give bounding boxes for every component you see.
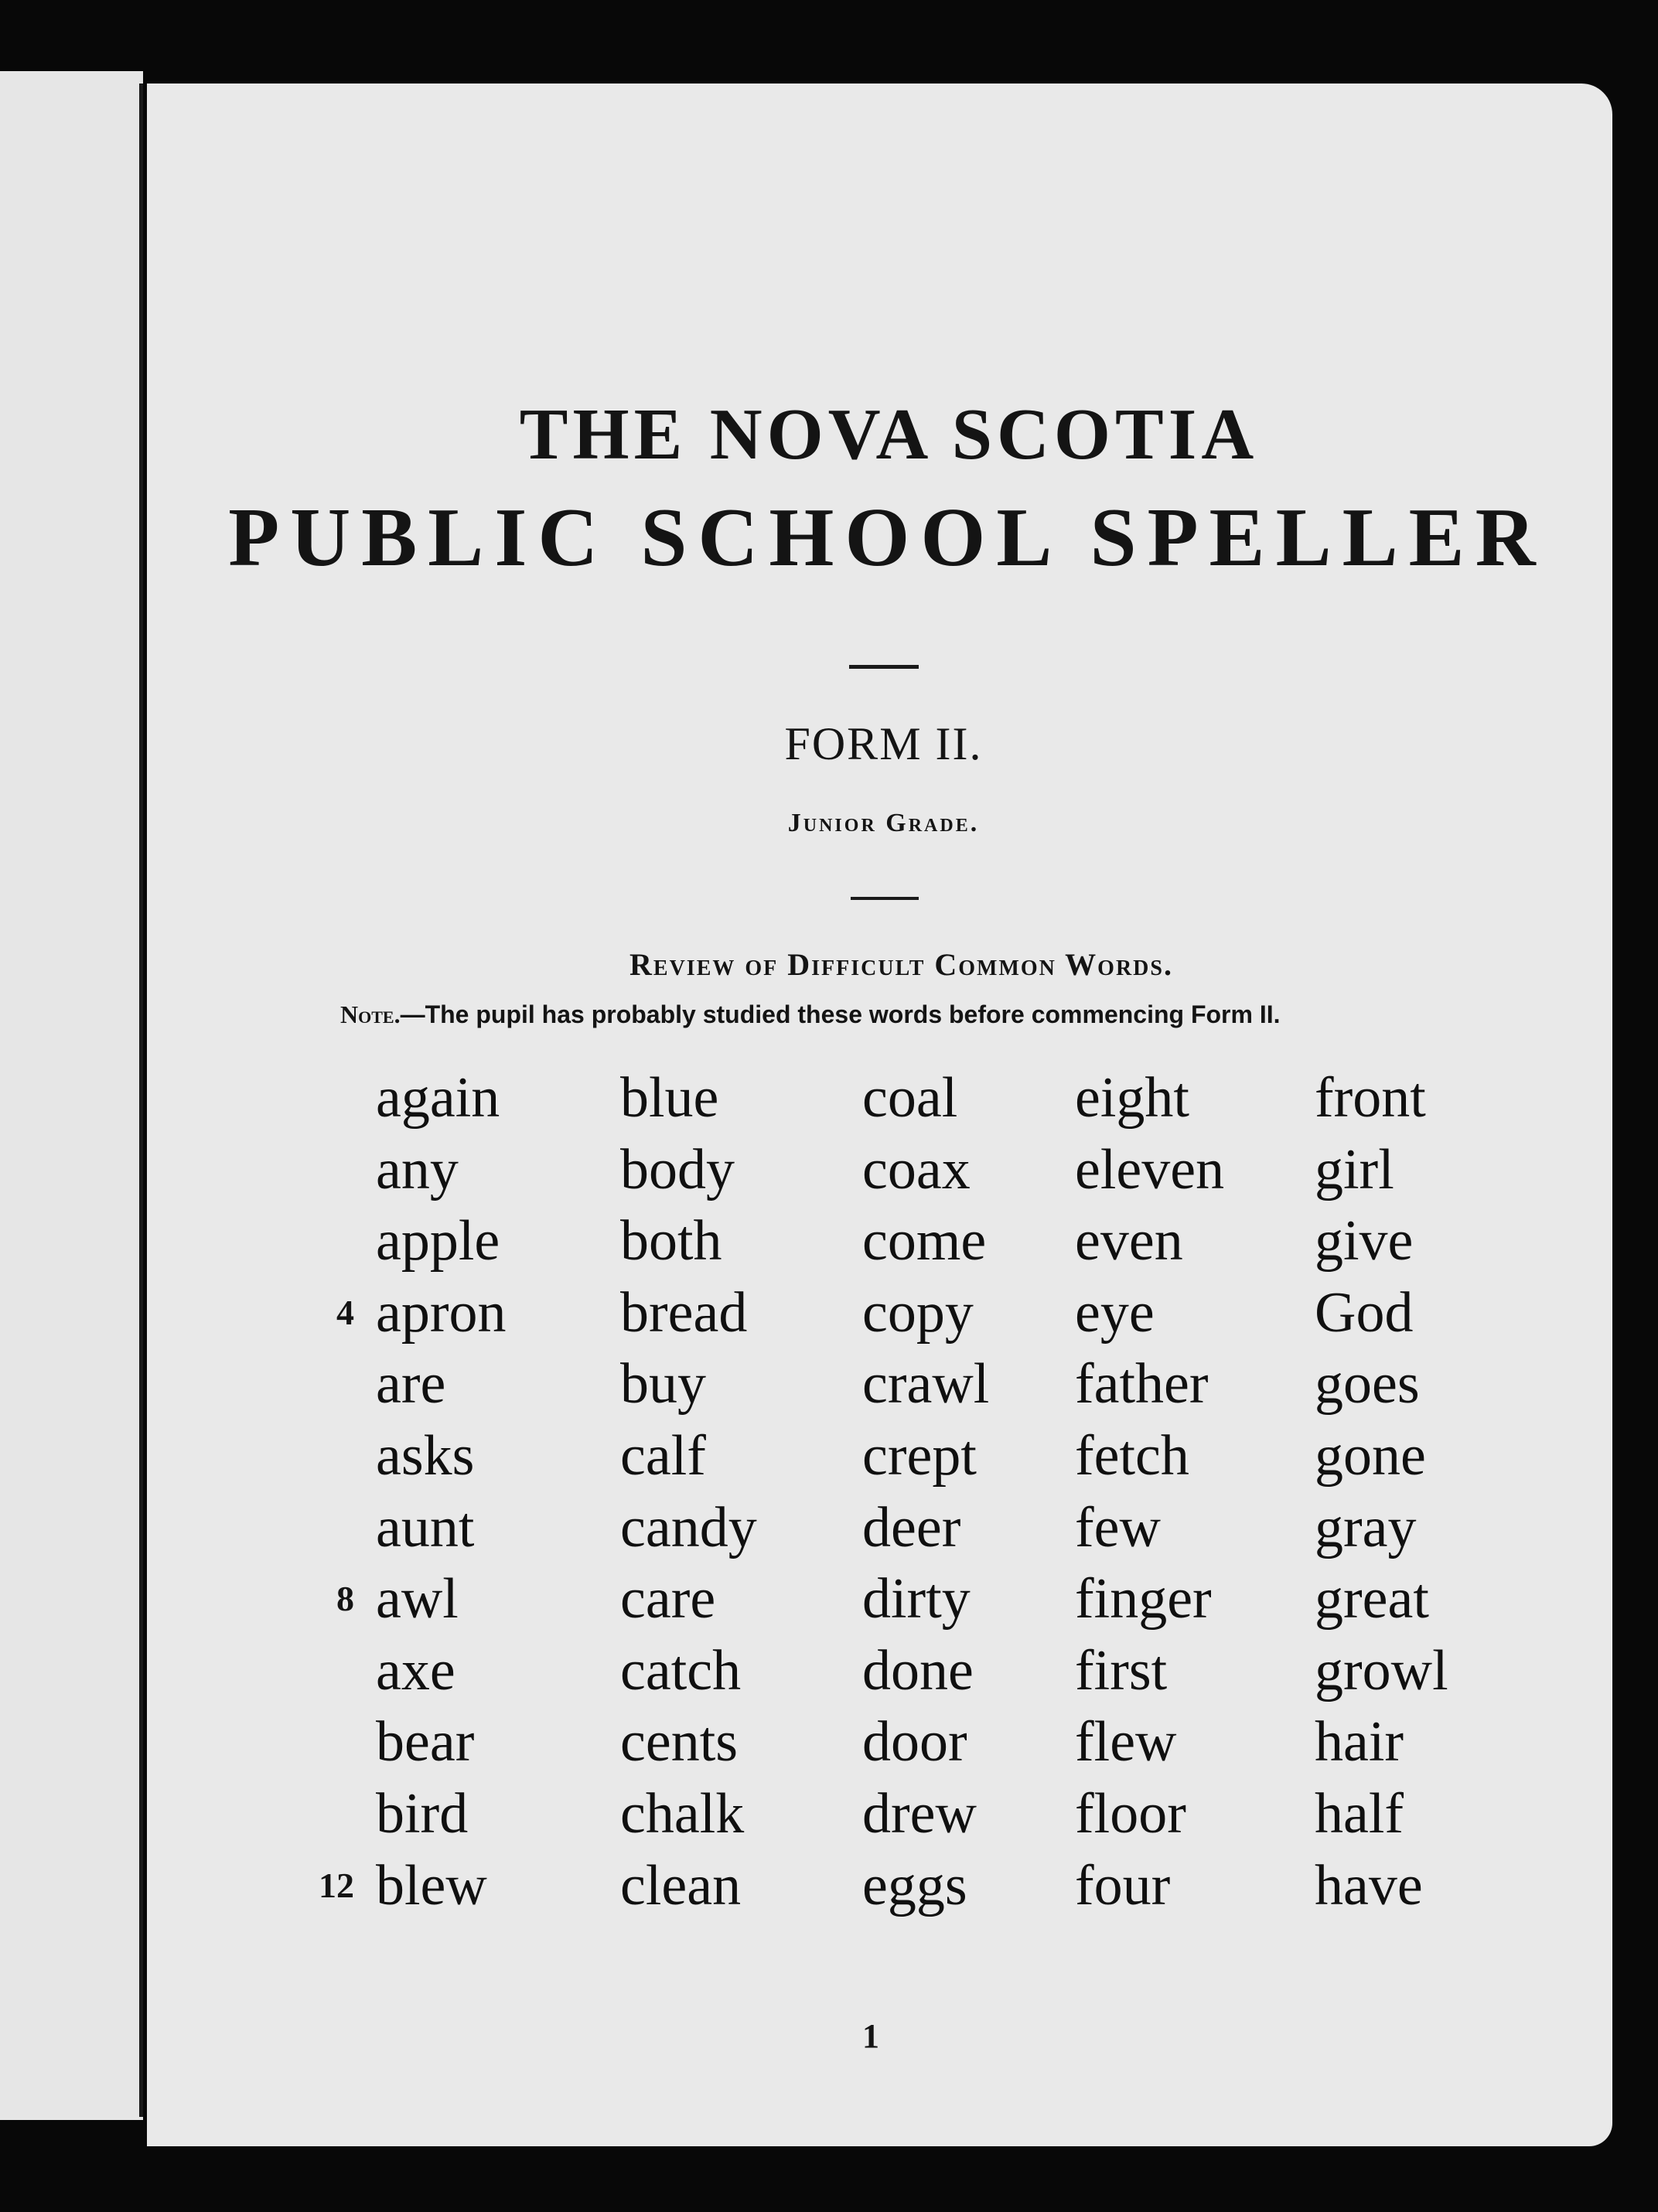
spelling-word: coal — [862, 1066, 958, 1130]
spelling-word: give — [1315, 1209, 1414, 1273]
spelling-word: coax — [862, 1137, 971, 1201]
spelling-word: deer — [862, 1495, 961, 1559]
spelling-word: are — [376, 1352, 446, 1416]
note-text: —The pupil has probably studied these words before commencing Form II. — [400, 1000, 1281, 1028]
spelling-word: both — [620, 1209, 722, 1273]
title-divider — [849, 665, 919, 669]
spelling-word: calf — [620, 1423, 706, 1488]
spelling-word: great — [1315, 1567, 1429, 1631]
spelling-word: front — [1315, 1066, 1426, 1130]
spelling-word: first — [1075, 1638, 1168, 1702]
spelling-word: eight — [1075, 1066, 1189, 1130]
spelling-word: girl — [1315, 1137, 1394, 1201]
title-line-1: THE NOVA SCOTIA — [519, 394, 1259, 475]
spelling-word: have — [1315, 1853, 1423, 1917]
section-divider — [851, 897, 919, 900]
spelling-word: drew — [862, 1781, 977, 1846]
line-number: 12 — [319, 1865, 354, 1905]
word-column-4 — [1075, 1062, 1224, 1921]
spelling-word: blew — [376, 1853, 487, 1917]
spelling-word: goes — [1315, 1352, 1420, 1416]
spelling-word: apple — [376, 1209, 500, 1273]
grade-subheading: Junior Grade. — [787, 809, 980, 837]
spelling-word: eye — [1075, 1280, 1155, 1345]
spelling-word: bear — [376, 1710, 475, 1774]
page-gutter — [139, 84, 143, 2117]
spelling-word: clean — [620, 1853, 742, 1917]
spelling-word: crept — [862, 1423, 977, 1488]
spelling-word: buy — [620, 1352, 706, 1416]
word-column-2 — [620, 1062, 757, 1921]
spelling-word: even — [1075, 1209, 1183, 1273]
spelling-word: chalk — [620, 1781, 745, 1846]
spelling-word: come — [862, 1209, 987, 1273]
spelling-word: gone — [1315, 1423, 1426, 1488]
line-number: 4 — [336, 1292, 354, 1332]
word-column-1 — [376, 1062, 507, 1921]
section-heading: Review of Difficult Common Words. — [629, 947, 1173, 982]
line-number — [147, 1420, 354, 1492]
line-numbers — [147, 1062, 354, 1921]
line-number — [147, 1134, 354, 1206]
spelling-word: again — [376, 1066, 500, 1130]
line-number — [147, 1062, 354, 1134]
spelling-word: floor — [1075, 1781, 1186, 1846]
spelling-word: care — [620, 1567, 716, 1631]
spelling-word: apron — [376, 1280, 507, 1345]
spelling-word: few — [1075, 1495, 1161, 1559]
spelling-word: aunt — [376, 1495, 475, 1559]
spelling-word: any — [376, 1137, 459, 1201]
spelling-word: eleven — [1075, 1137, 1225, 1201]
spelling-word: God — [1315, 1280, 1414, 1345]
spelling-word: gray — [1315, 1495, 1417, 1559]
line-number — [147, 1635, 354, 1707]
spelling-word: awl — [376, 1567, 459, 1631]
word-column-5 — [1315, 1062, 1448, 1921]
line-number — [147, 1778, 354, 1850]
line-number: 8 — [336, 1579, 354, 1619]
spelling-word: body — [620, 1137, 735, 1201]
spelling-word: finger — [1075, 1567, 1212, 1631]
spelling-word: four — [1075, 1853, 1171, 1917]
spelling-word: axe — [376, 1638, 455, 1702]
line-number — [147, 1205, 354, 1277]
spelling-word: catch — [620, 1638, 742, 1702]
page-number: 1 — [862, 2017, 879, 2055]
spelling-word: blue — [620, 1066, 719, 1130]
spelling-word: hair — [1315, 1710, 1404, 1774]
spelling-word: candy — [620, 1495, 757, 1559]
spelling-word: cents — [620, 1710, 739, 1774]
spelling-word: done — [862, 1638, 974, 1702]
spelling-word: dirty — [862, 1567, 971, 1631]
line-number — [147, 1706, 354, 1778]
spelling-word: growl — [1315, 1638, 1448, 1702]
spelling-word: father — [1075, 1352, 1209, 1416]
line-number — [147, 1348, 354, 1420]
line-number — [147, 1492, 354, 1564]
book-page — [147, 84, 1612, 2146]
spelling-word: bird — [376, 1781, 469, 1846]
spelling-word: bread — [620, 1280, 748, 1345]
form-heading: FORM II. — [784, 718, 983, 769]
spelling-word: flew — [1075, 1710, 1177, 1774]
spelling-word: door — [862, 1710, 967, 1774]
note — [340, 1000, 1281, 1029]
previous-page-edge — [0, 71, 143, 2120]
spelling-word: copy — [862, 1280, 974, 1345]
spelling-word: fetch — [1075, 1423, 1189, 1488]
note-lead: Note. — [340, 1000, 401, 1028]
spelling-word: half — [1315, 1781, 1404, 1846]
title-line-2: PUBLIC SCHOOL SPELLER — [228, 492, 1547, 584]
spelling-word: crawl — [862, 1352, 990, 1416]
word-column-3 — [862, 1062, 989, 1921]
spelling-word: eggs — [862, 1853, 967, 1917]
spelling-word: asks — [376, 1423, 475, 1488]
